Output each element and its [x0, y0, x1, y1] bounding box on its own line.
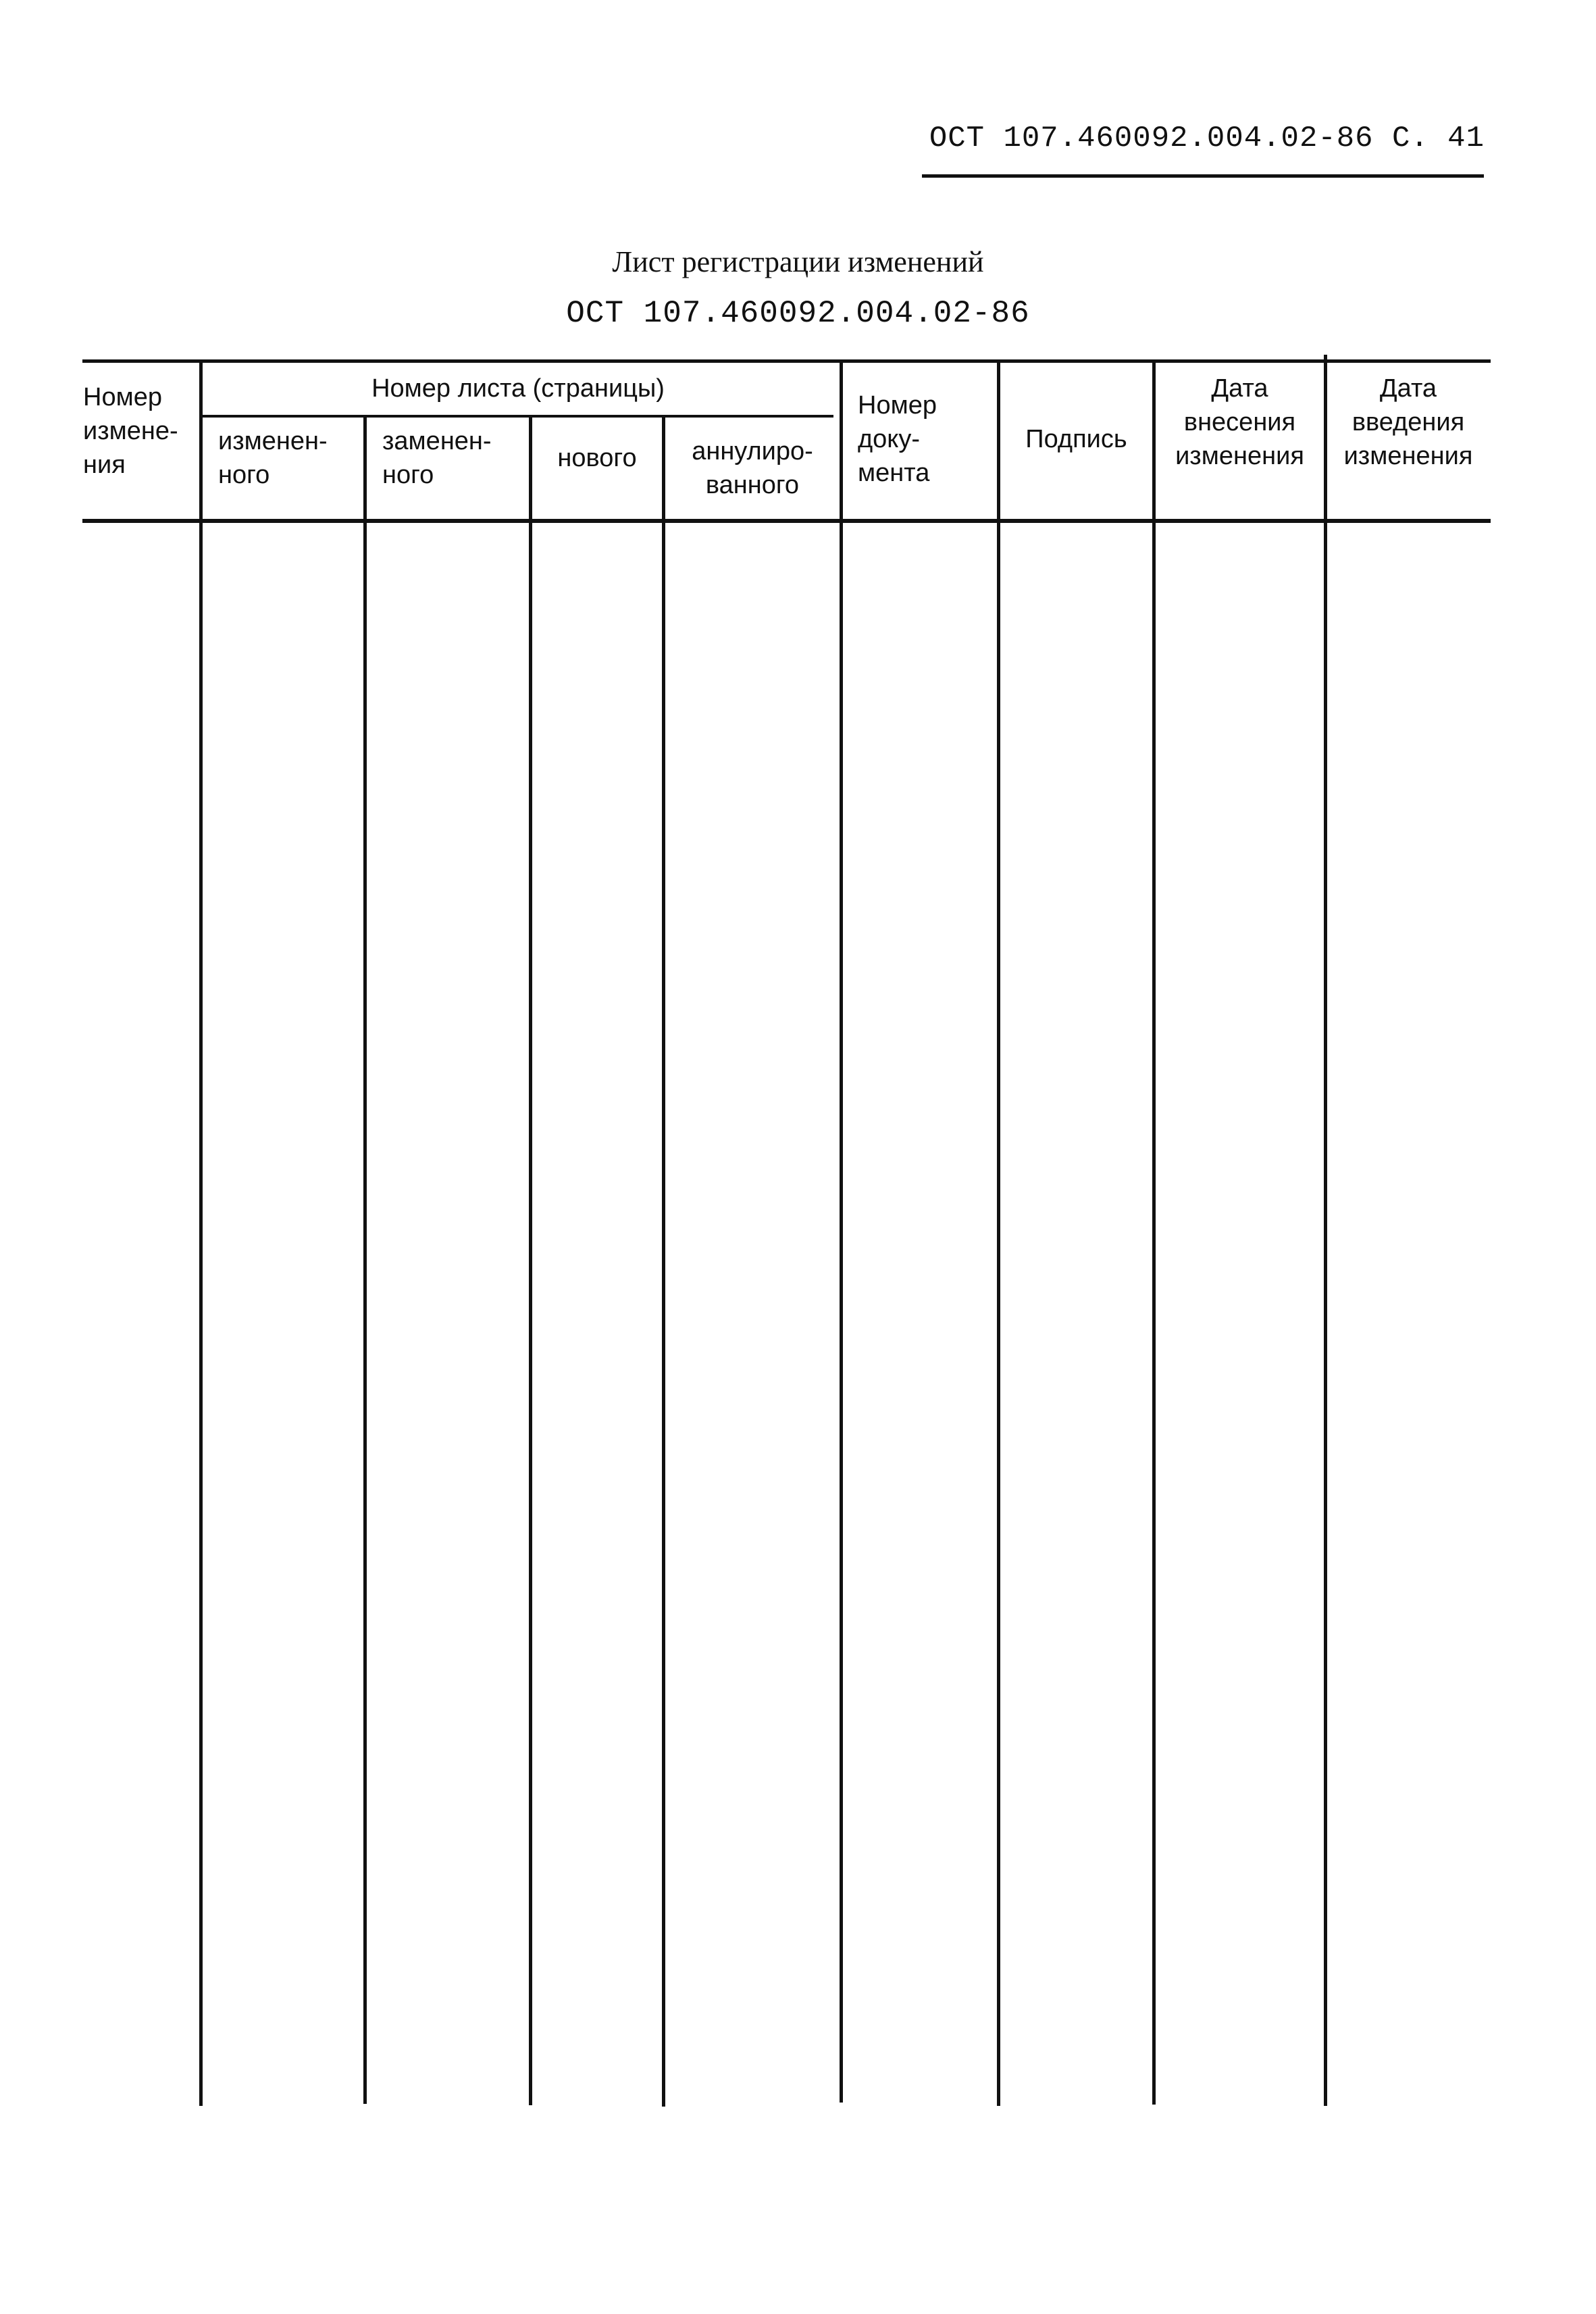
header-signature: Подпись	[1025, 425, 1127, 453]
sheet-standard-code: ОСТ 107.460092.004.02-86	[566, 296, 1030, 331]
page-header-code: ОСТ 107.460092.004.02-86 С. 41	[929, 122, 1485, 155]
column-divider	[997, 359, 1000, 2106]
header-document-number: Номер доку- мента	[858, 391, 937, 487]
header-replaced: заменен- ного	[382, 427, 492, 489]
table-top-rule	[82, 359, 1491, 363]
header-bottom-rule	[82, 519, 1491, 523]
column-divider	[363, 416, 367, 2104]
column-divider	[199, 359, 203, 2106]
header-sheet-number-group: Номер листа (страницы)	[371, 374, 665, 403]
sheet-title: Лист регистрации изменений	[612, 245, 984, 278]
column-divider	[1152, 359, 1156, 2105]
column-divider	[840, 359, 843, 2103]
page-header-rule	[922, 174, 1484, 178]
column-divider	[662, 416, 665, 2107]
column-divider	[1324, 355, 1327, 2106]
header-date-entry: Дата внесения изменения	[1175, 374, 1304, 470]
header-date-intro: Дата введения изменения	[1343, 374, 1473, 470]
header-annulled: аннулиро- ванного	[692, 437, 813, 499]
header-changed: изменен- ного	[218, 427, 328, 489]
header-new: нового	[557, 444, 637, 472]
header-change-number: Номер измене- ния	[83, 382, 178, 479]
column-divider	[529, 416, 532, 2105]
